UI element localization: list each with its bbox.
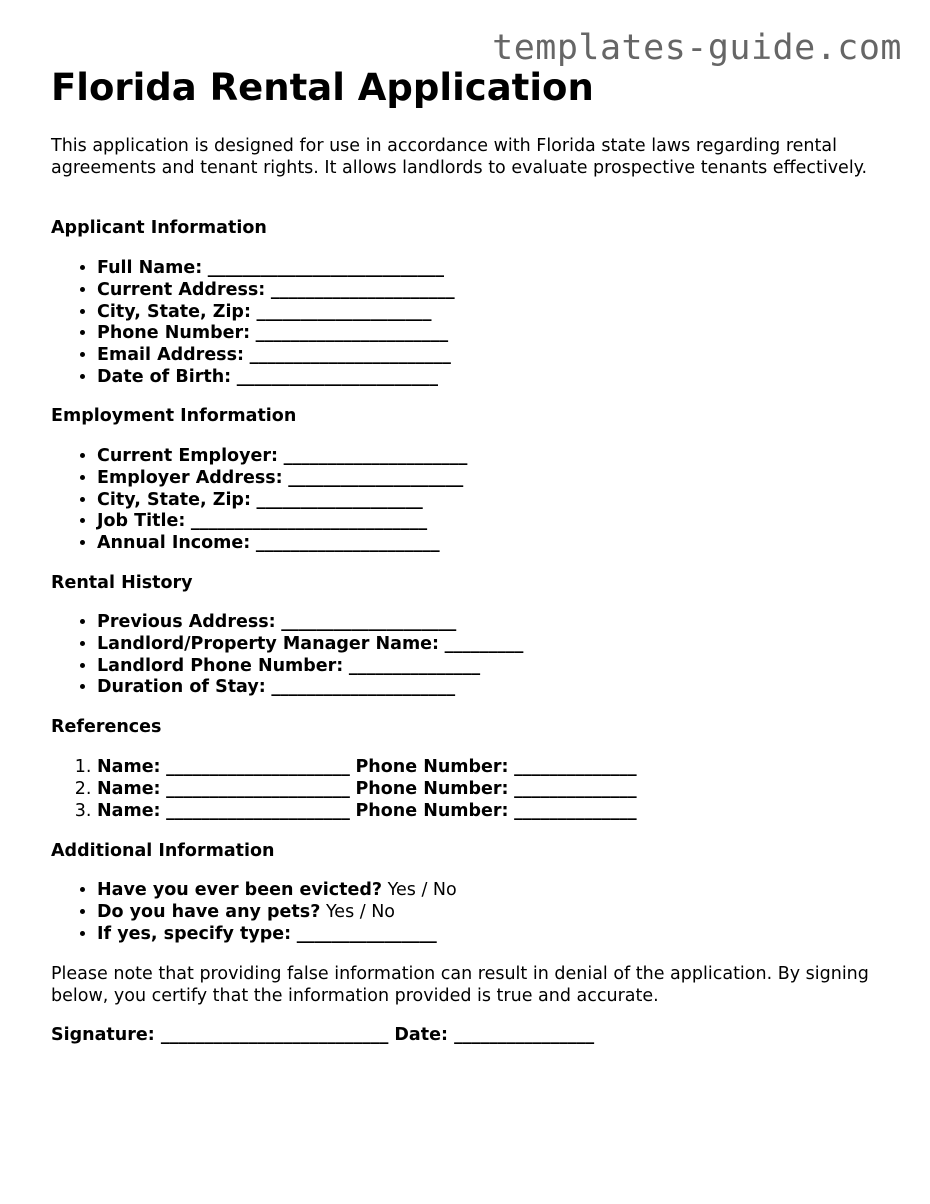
rental-heading: Rental History xyxy=(51,573,193,593)
page-title: Florida Rental Application xyxy=(51,66,594,109)
rental-list xyxy=(51,612,523,699)
list-item: • City, State, Zip: ___________________ xyxy=(97,490,467,512)
signature-blank: __________________________ xyxy=(160,1025,389,1045)
list-item: • Current Employer: _____________________ xyxy=(97,446,467,468)
list-item: • Previous Address: ____________________ xyxy=(97,612,523,634)
list-item: • Duration of Stay: _____________________ xyxy=(97,677,523,699)
list-item: • Current Address: _____________________ xyxy=(97,280,455,302)
references-heading: References xyxy=(51,717,162,737)
list-item: 1. Name: _____________________ Phone Number: ______________ xyxy=(97,757,637,779)
signature-line xyxy=(51,1025,594,1045)
list-item: • Full Name: ___________________________ xyxy=(97,258,455,280)
list-item: • Phone Number: ______________________ xyxy=(97,323,455,345)
certification-note: Please note that providing false information can result in denial of the application. By signing below, you certify that the information provided is true and accurate. xyxy=(51,964,869,1006)
list-item: • Email Address: _______________________ xyxy=(97,345,455,367)
applicant-heading: Applicant Information xyxy=(51,218,267,238)
list-item: • Do you have any pets? Yes / No xyxy=(97,902,457,924)
additional-heading: Additional Information xyxy=(51,841,275,861)
list-item: • If yes, specify type: ________________ xyxy=(97,924,457,946)
intro-paragraph: This application is designed for use in accordance with Florida state laws regarding rental agreements and tenant rights. It allows landlords to evaluate prospective tenants effectively. xyxy=(51,136,868,178)
list-item: • Job Title: ___________________________ xyxy=(97,511,467,533)
employment-list xyxy=(51,446,467,555)
applicant-list xyxy=(51,258,455,389)
references-list xyxy=(51,757,637,822)
additional-list xyxy=(51,880,457,945)
date-label: Date: xyxy=(394,1025,448,1045)
list-item: • Date of Birth: _______________________ xyxy=(97,367,455,389)
list-item: 3. Name: _____________________ Phone Number: ______________ xyxy=(97,801,637,823)
list-item: • Landlord Phone Number: _______________ xyxy=(97,656,523,678)
watermark: templates-guide.com xyxy=(492,28,902,68)
list-item: • Employer Address: ____________________ xyxy=(97,468,467,490)
date-blank: ________________ xyxy=(454,1025,595,1045)
employment-heading: Employment Information xyxy=(51,406,297,426)
list-item: • Annual Income: _____________________ xyxy=(97,533,467,555)
list-item: • City, State, Zip: ____________________ xyxy=(97,302,455,324)
list-item: • Have you ever been evicted? Yes / No xyxy=(97,880,457,902)
signature-label: Signature: xyxy=(51,1025,155,1045)
list-item: • Landlord/Property Manager Name: _________ xyxy=(97,634,523,656)
list-item: 2. Name: _____________________ Phone Number: ______________ xyxy=(97,779,637,801)
